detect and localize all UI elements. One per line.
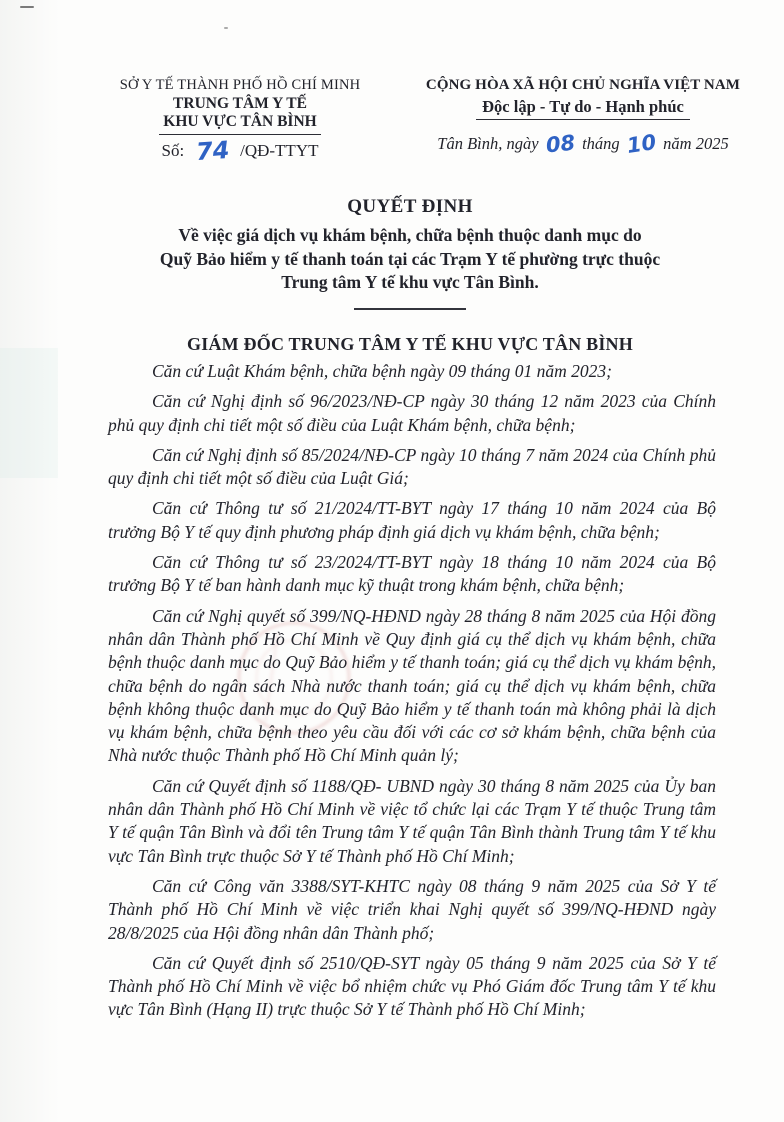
legal-basis-paragraph: Căn cứ Quyết định số 2510/QĐ-SYT ngày 05 tháng 9 năm 2025 của Sở Y tế Thành phố Hồ Chí Minh về việc bổ nhiệm chức vụ Phó Giám đốc Trung tâm Y tế khu vực Tân Bình (Hạng II) trực thuộc Sở Y tế Thành phố Hồ Chí Minh; <box>108 952 716 1020</box>
scan-edge-smudge <box>0 0 60 1122</box>
title-divider-rule <box>354 308 466 310</box>
date-middle: tháng <box>582 134 620 153</box>
subject-line3: Trung tâm Y tế khu vực Tân Bình. <box>281 272 539 292</box>
org-name-line2: KHU VỰC TÂN BÌNH <box>159 113 320 135</box>
national-motto-line2: Độc lập - Tự do - Hạnh phúc <box>476 97 690 120</box>
scan-tint-patch <box>0 348 58 478</box>
scan-speck <box>224 27 228 29</box>
document-number-handwritten: 74 <box>195 135 231 167</box>
document-type-heading: QUYẾT ĐỊNH <box>347 196 473 217</box>
date-suffix: năm 2025 <box>663 134 729 153</box>
document-number-suffix: /QĐ-TTYT <box>240 141 319 160</box>
org-parent-name: SỞ Y TẾ THÀNH PHỐ HỒ CHÍ MINH <box>119 77 361 93</box>
header-issuing-org <box>100 76 380 167</box>
legal-basis-paragraph: Căn cứ Nghị quyết số 399/NQ-HĐND ngày 28 tháng 8 năm 2025 của Hội đồng nhân dân Thành phố Hồ Chí Minh về Quy định giá cụ thể dịch vụ khám bệnh, chữa bệnh thuộc danh mục do Quỹ Bảo hiểm y tế thanh toán; giá cụ thể dịch vụ khám bệnh, chữa bệnh do ngân sách Nhà nước thanh toán; giá cụ thể dịch vụ khám bệnh, chữa bệnh không thuộc danh mục do Quỹ Bảo hiểm y tế thanh toán mà không phải là dịch vụ khám bệnh, chữa bệnh theo yêu cầu đối với các cơ sở khám bệnh, chữa bệnh của Nhà nước thuộc Thành phố Hồ Chí Minh quản lý; <box>108 605 716 766</box>
document-body <box>108 360 716 1029</box>
legal-basis-paragraph: Căn cứ Thông tư số 21/2024/TT-BYT ngày 17 tháng 10 năm 2024 của Bộ trưởng Bộ Y tế quy định phương pháp định giá dịch vụ khám bệnh, chữa bệnh; <box>108 498 716 542</box>
legal-basis-paragraph: Căn cứ Thông tư số 23/2024/TT-BYT ngày 18 tháng 10 năm 2024 của Bộ trưởng Bộ Y tế ban hành danh mục kỹ thuật trong khám bệnh, chữa bệnh; <box>108 552 716 596</box>
document-subject <box>85 224 735 295</box>
title-block <box>85 196 735 355</box>
scan-speck <box>20 6 34 8</box>
header-national-title <box>408 76 758 158</box>
date-day-handwritten: 08 <box>544 130 577 158</box>
legal-basis-paragraph: Căn cứ Quyết định số 1188/QĐ- UBND ngày 30 tháng 8 năm 2025 của Ủy ban nhân dân Thành phố Hồ Chí Minh về việc tổ chức lại các Trạm Y tế thuộc Trung tâm Y tế quận Tân Bình và đổi tên Trung tâm Y tế quận Tân Bình thành Trung tâm Y tế khu vực Tân Bình trực thuộc Sở Y tế Thành phố Hồ Chí Minh; <box>108 775 716 866</box>
legal-basis-paragraph: Căn cứ Nghị định số 96/2023/NĐ-CP ngày 30 tháng 12 năm 2023 của Chính phủ quy định chi tiết một số điều của Luật Khám bệnh, chữa bệnh; <box>108 391 716 435</box>
document-number-line <box>100 135 380 167</box>
legal-basis-paragraph: Căn cứ Công văn 3388/SYT-KHTC ngày 08 tháng 9 năm 2025 của Sở Y tế Thành phố Hồ Chí Minh về việc triển khai Nghị quyết số 399/NQ-HĐND ngày 28/8/2025 của Hội đồng nhân dân Thành phố; <box>108 875 716 943</box>
date-month-handwritten: 10 <box>625 130 658 158</box>
national-motto-line1: CỘNG HÒA XÃ HỘI CHỦ NGHĨA VIỆT NAM <box>425 77 741 93</box>
document-number-prefix: Số: <box>161 141 185 160</box>
date-place-prefix: Tân Bình, ngày <box>437 134 539 153</box>
date-line <box>408 130 758 158</box>
subject-line2: Quỹ Bảo hiểm y tế thanh toán tại các Trạm Y tế phường trực thuộc <box>159 248 661 269</box>
legal-basis-paragraph: Căn cứ Nghị định số 85/2024/NĐ-CP ngày 10 tháng 7 năm 2024 của Chính phủ quy định chi tiết một số điều của Luật Giá; <box>108 444 716 489</box>
legal-basis-paragraph: Căn cứ Luật Khám bệnh, chữa bệnh ngày 09 tháng 01 năm 2023; <box>152 361 612 381</box>
org-name-line1: TRUNG TÂM Y TẾ <box>173 95 307 112</box>
issuing-authority-heading: GIÁM ĐỐC TRUNG TÂM Y TẾ KHU VỰC TÂN BÌNH <box>187 333 633 354</box>
subject-line1: Về việc giá dịch vụ khám bệnh, chữa bệnh thuộc danh mục do <box>178 225 642 245</box>
